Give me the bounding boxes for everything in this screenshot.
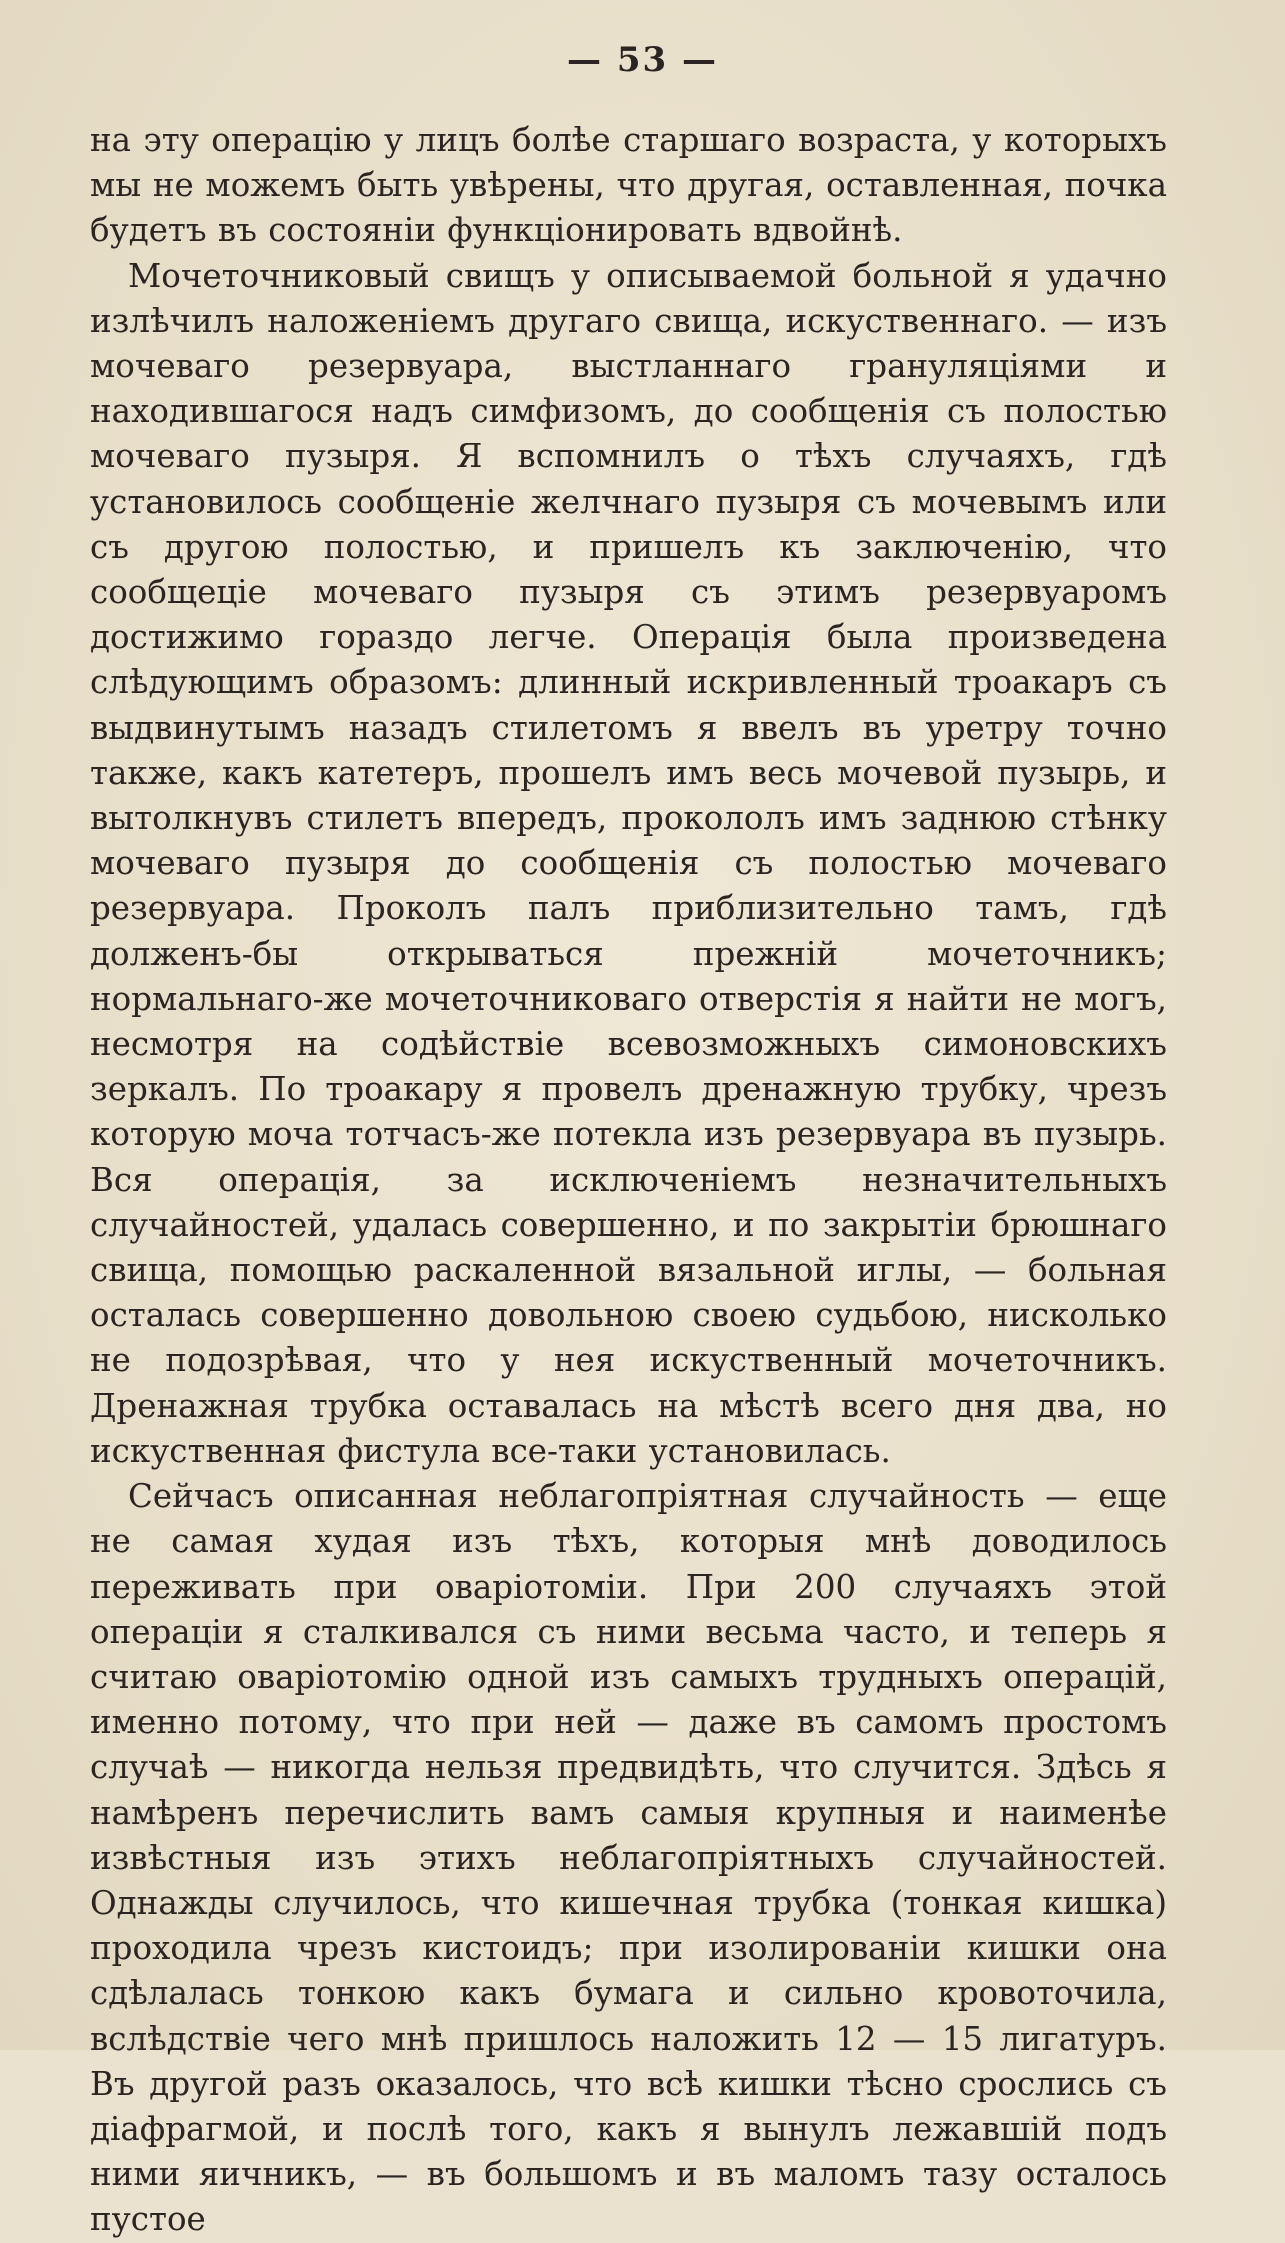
paragraph: на эту операцію у лицъ болѣе старшаго возраста, у которыхъ мы не можемъ быть увѣрены, что другая, оставленная, почка будетъ въ состояніи функціонировать вдвойнѣ. [90, 121, 1167, 250]
paragraph: Сейчасъ описанная неблагопріятная случайность — еще не самая худая изъ тѣхъ, которыя мнѣ доводилось переживать при оваріотоміи. При 200 случаяхъ этой операціи я сталкивался съ ними весьма часто, и теперь я считаю оваріотомію одной изъ самыхъ трудныхъ операцій, именно потому, что при ней — даже въ самомъ простомъ случаѣ — никогда нельзя предвидѣть, что случится. Здѣсь я намѣренъ перечислить вамъ самыя крупныя и наименѣе извѣстныя изъ этихъ неблагопріятныхъ случайностей. Однажды случилось, что кишечная трубка (тонкая кишка) проходила чрезъ кистоидъ; при изолированіи кишки она сдѣлалась тонкою какъ бумага и сильно кровоточила, вслѣдствіе чего мнѣ пришлось наложить 12 — 15 лигатуръ. Въ другой разъ оказалось, что всѣ кишки тѣсно срослись съ діафрагмой, и послѣ того, какъ я вынулъ лежавшій подъ ними яичникъ, — въ большомъ и въ маломъ тазу осталось пустое [90, 1477, 1167, 2239]
page-number: — 53 — [567, 40, 718, 80]
body-text [90, 118, 1167, 2243]
paragraph: Мочеточниковый свищъ у описываемой больной я удачно излѣчилъ наложеніемъ другаго свища, искуственнаго. — изъ мочеваго резервуара, выстланнаго грануляціями и находившагося надъ симфизомъ, до сообщенія съ полостью мочеваго пузыря. Я вспомнилъ о тѣхъ случаяхъ, гдѣ установилось сообщеніе желчнаго пузыря съ мочевымъ или съ другою полостью, и пришелъ къ заключенію, что сообщеціе мочеваго пузыря съ этимъ резервуаромъ достижимо гораздо легче. Операція была произведена слѣдующимъ образомъ: длинный искривленный троакаръ съ выдвинутымъ назадъ стилетомъ я ввелъ въ уретру точно также, какъ катетеръ, прошелъ имъ весь мочевой пузырь, и вытолкнувъ стилетъ впередъ, прокололъ имъ заднюю стѣнку мочеваго пузыря до сообщенія съ полостью мочеваго резервуара. Проколъ палъ приблизительно тамъ, гдѣ долженъ-бы открываться прежній мочеточникъ; нормальнаго-же мочеточниковаго отверстія я найти не могъ, несмотря на содѣйствіе всевозможныхъ симоновскихъ зеркалъ. По троакару я провелъ дренажную трубку, чрезъ которую моча тотчасъ-же потекла изъ резервуара въ пузырь. Вся операція, за исключеніемъ незначительныхъ случайностей, удалась совершенно, и по закрытіи брюшнаго свища, помощью раскаленной вязальной иглы, — больная осталась совершенно довольною своею судьбою, нисколько не подозрѣвая, что у нея искуственный мочеточникъ. Дренажная трубка оставалась на мѣстѣ всего дня два, но искуственная фистула все-таки установилась. [90, 256, 1167, 1470]
